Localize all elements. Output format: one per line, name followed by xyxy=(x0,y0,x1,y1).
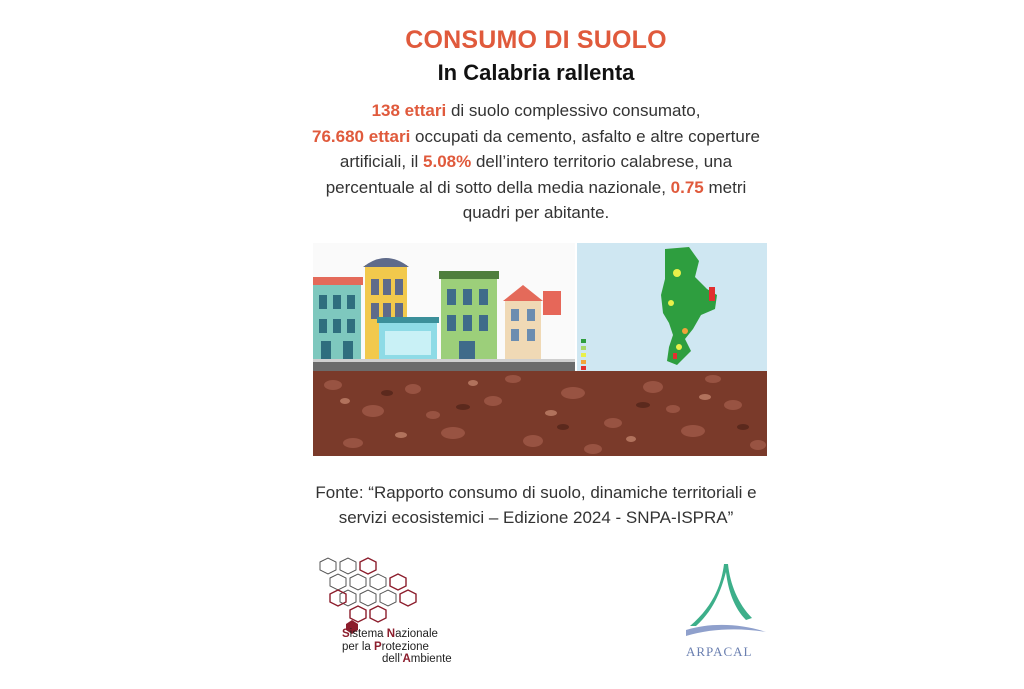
snpa-letter-p: P xyxy=(373,640,382,653)
arpacal-mark-icon xyxy=(682,560,772,644)
snpa-text-6: mbiente xyxy=(410,653,452,665)
soil-photo xyxy=(313,371,767,456)
map-drawing xyxy=(577,243,767,371)
highlight-hectares-covered: 76.680 ettari xyxy=(312,126,411,146)
summary-text-4: metri quadri per abitante. xyxy=(462,177,747,222)
snpa-text-4: rotezione xyxy=(381,640,429,653)
highlight-percentage: 5.08% xyxy=(423,152,472,171)
arpacal-logo xyxy=(682,560,772,660)
highlight-per-capita: 0.75 xyxy=(670,177,704,197)
summary-text-1: di suolo complessivo consumato, xyxy=(446,101,701,120)
buildings-drawing xyxy=(313,243,575,371)
arpacal-label: ARPACAL xyxy=(686,644,753,659)
highlight-hectares-total: 138 ettari xyxy=(371,101,447,120)
snpa-letter-n: N xyxy=(386,628,396,640)
illustration-collage xyxy=(313,243,767,456)
buildings-illustration xyxy=(313,243,575,371)
hexagon-cluster-icon xyxy=(310,556,420,636)
soil-texture xyxy=(313,371,767,456)
snpa-text-1: istema xyxy=(349,628,387,640)
snpa-logo xyxy=(310,556,480,666)
calabria-map xyxy=(577,243,767,371)
snpa-logo-text xyxy=(342,628,452,666)
snpa-text-3: per la xyxy=(342,640,374,653)
source-citation: Fonte: “Rapporto consumo di suolo, dinamiche territoriali e servizi ecosistemici – Edizione 2024 - SNPA-ISPRA” xyxy=(315,483,757,527)
page-title: CONSUMO DI SUOLO xyxy=(405,26,667,54)
summary-text-3: dell’intero territorio calabrese, una percentuale al di sotto della media nazionale, xyxy=(325,152,733,197)
snpa-letter-a: A xyxy=(402,653,411,665)
snpa-letter-s: S xyxy=(342,628,350,640)
summary-paragraph xyxy=(300,98,772,226)
snpa-text-2: azionale xyxy=(395,628,438,640)
summary-text-2: occupati da cemento, asfalto e altre coperture artificiali, il xyxy=(339,126,760,171)
snpa-text-5: dell’ xyxy=(382,653,403,665)
page-subtitle: In Calabria rallenta xyxy=(437,60,635,85)
